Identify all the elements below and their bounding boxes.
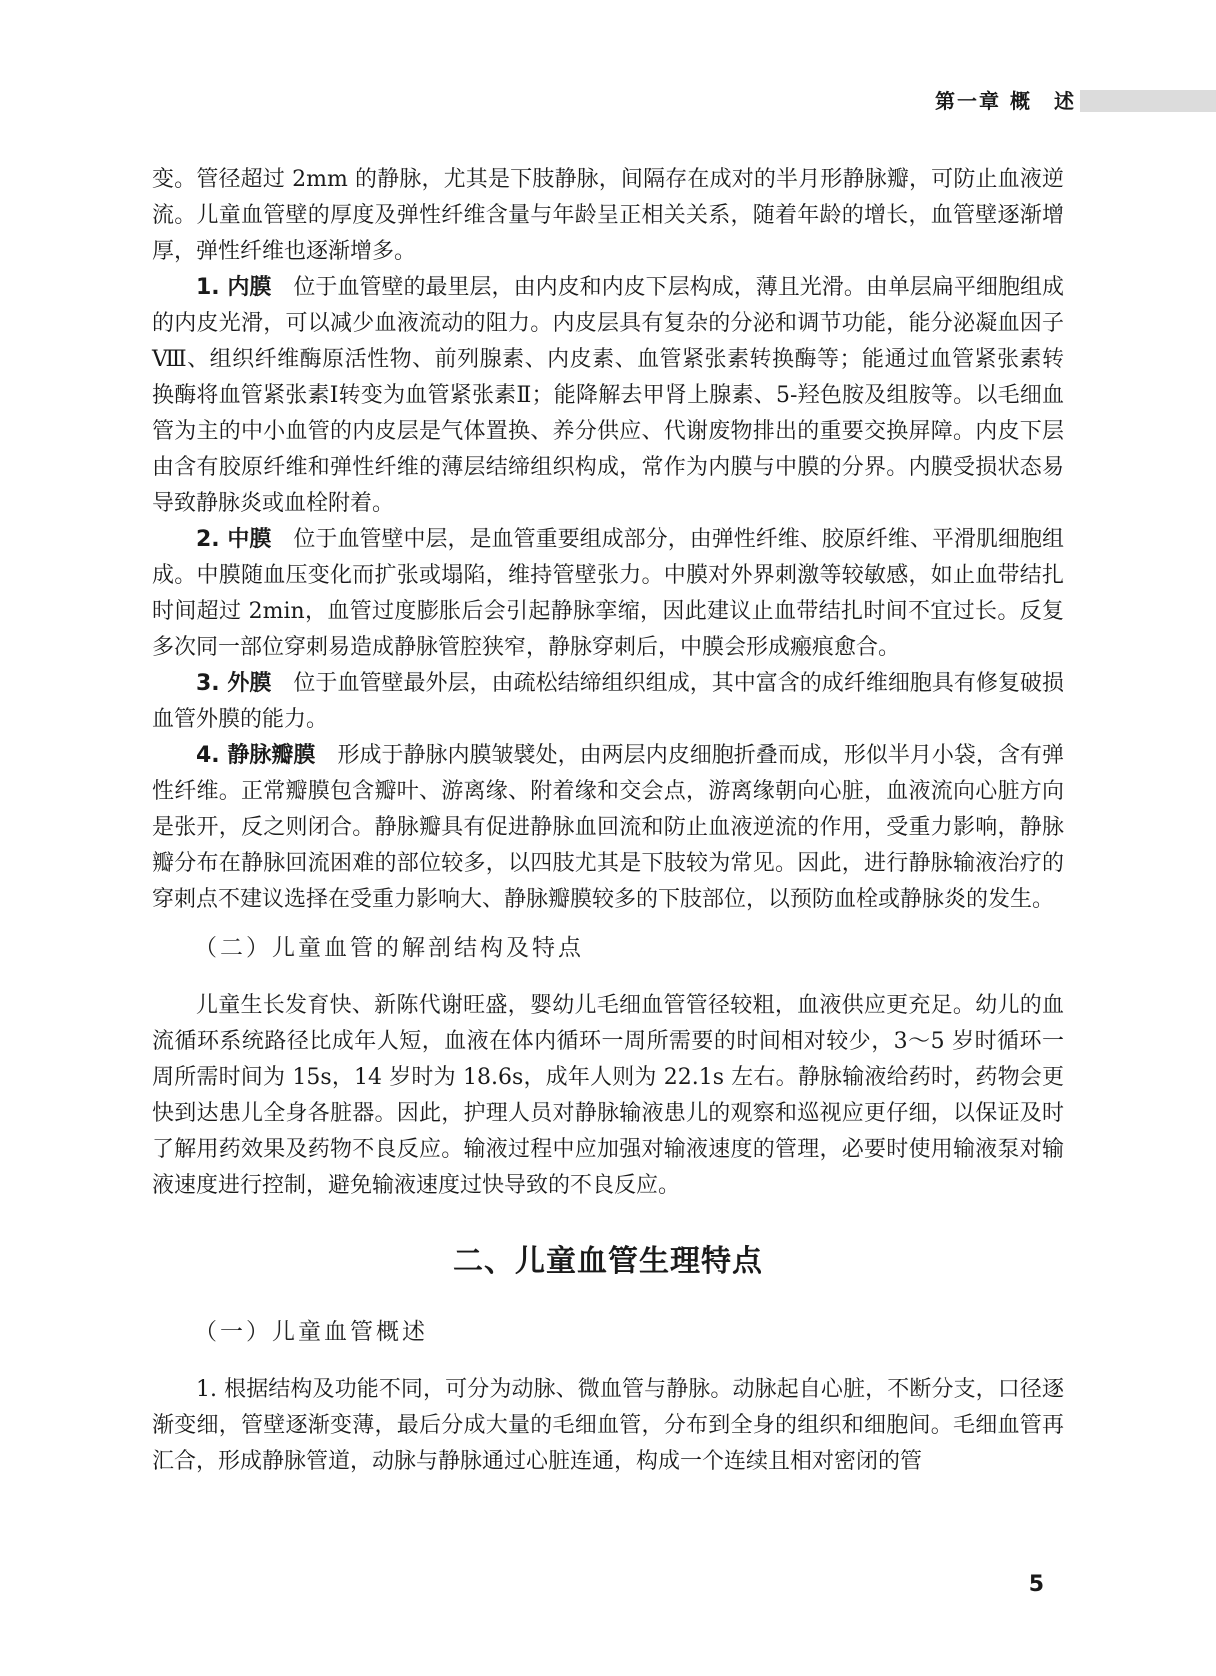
list-item-intima <box>152 270 1064 522</box>
term-valve: 4. 静脉瓣膜 <box>196 743 316 768</box>
subheading-anatomy: （二）儿童血管的解剖结构及特点 <box>194 935 584 961</box>
chapter-title: 第一章 概 述 <box>935 89 1076 113</box>
paragraph-overview: 1. 根据结构及功能不同，可分为动脉、微血管与静脉。动脉起自心脏，不断分支，口径逐渐变细，管壁逐渐变薄，最后分成大量的毛细血管，分布到全身的组织和细胞间。毛细血管再汇合，形成静脉管道，动脉与静脉通过心脏连通，构成一个连续且相对密闭的管 <box>152 1377 1064 1474</box>
header-bar <box>1080 90 1216 112</box>
paragraph-child-circulation: 儿童生长发育快、新陈代谢旺盛，婴幼儿毛细血管管径较粗，血液供应更充足。幼儿的血流循环系统路径比成年人短，血液在体内循环一周所需要的时间相对较少，3～5 岁时循环一周所需时间为 15s，14 岁时为 18.6s，成年人则为 22.1s 左右。静脉输液给药时，药物会更快到达患儿全身各脏器。因此，护理人员对静脉输液患儿的观察和巡视应更仔细，以保证及时了解用药效果及药物不良反应。输液过程中应加强对输液速度的管理，必要时使用输液泵对输液速度进行控制，避免输液速度过快导致的不良反应。 <box>152 993 1064 1198</box>
list-item-adventitia <box>152 666 1064 738</box>
text-media: 位于血管壁中层，是血管重要组成部分，由弹性纤维、胶原纤维、平滑肌细胞组成。中膜随血压变化而扩张或塌陷，维持管壁张力。中膜对外界刺激等较敏感，如止血带结扎时间超过 2min，血管过度膨胀后会引起静脉挛缩，因此建议止血带结扎时间不宜过长。反复多次同一部位穿刺易造成静脉管腔狭窄，静脉穿刺后，中膜会形成瘢痕愈合。 <box>152 527 1064 660</box>
term-adventitia: 3. 外膜 <box>196 671 272 696</box>
section-title: 二、儿童血管生理特点 <box>453 1244 763 1279</box>
list-item-media <box>152 522 1064 666</box>
subheading-overview: （一）儿童血管概述 <box>194 1319 428 1345</box>
paragraph-intro: 变。管径超过 2mm 的静脉，尤其是下肢静脉，间隔存在成对的半月形静脉瓣，可防止血液逆流。儿童血管壁的厚度及弹性纤维含量与年龄呈正相关关系，随着年龄的增长，血管壁逐渐增厚，弹性纤维也逐渐增多。 <box>152 167 1064 264</box>
list-item-valve <box>152 738 1064 918</box>
term-media: 2. 中膜 <box>196 527 272 552</box>
text-valve: 形成于静脉内膜皱襞处，由两层内皮细胞折叠而成，形似半月小袋，含有弹性纤维。正常瓣膜包含瓣叶、游离缘、附着缘和交会点，游离缘朝向心脏，血液流向心脏方向是张开，反之则闭合。静脉瓣具有促进静脉血回流和防止血液逆流的作用，受重力影响，静脉瓣分布在静脉回流困难的部位较多，以四肢尤其是下肢较为常见。因此，进行静脉输液治疗的穿刺点不建议选择在受重力影响大、静脉瓣膜较多的下肢部位，以预防血栓或静脉炎的发生。 <box>152 743 1064 912</box>
running-header <box>0 88 1216 114</box>
text-intima: 位于血管壁的最里层，由内皮和内皮下层构成，薄且光滑。由单层扁平细胞组成的内皮光滑，可以减少血液流动的阻力。内皮层具有复杂的分泌和调节功能，能分泌凝血因子Ⅷ、组织纤维酶原活性物、前列腺素、内皮素、血管紧张素转换酶等；能通过血管紧张素转换酶将血管紧张素Ⅰ转变为血管紧张素Ⅱ；能降解去甲肾上腺素、5-羟色胺及组胺等。以毛细血管为主的中小血管的内皮层是气体置换、养分供应、代谢废物排出的重要交换屏障。内皮下层由含有胶原纤维和弹性纤维的薄层结缔组织构成，常作为内膜与中膜的分界。内膜受损状态易导致静脉炎或血栓附着。 <box>152 275 1064 516</box>
page-number: 5 <box>1028 1572 1044 1597</box>
page-body <box>152 162 1064 1480</box>
text-adventitia: 位于血管壁最外层，由疏松结缔组织组成，其中富含的成纤维细胞具有修复破损血管外膜的能力。 <box>152 671 1064 732</box>
term-intima: 1. 内膜 <box>196 275 272 300</box>
